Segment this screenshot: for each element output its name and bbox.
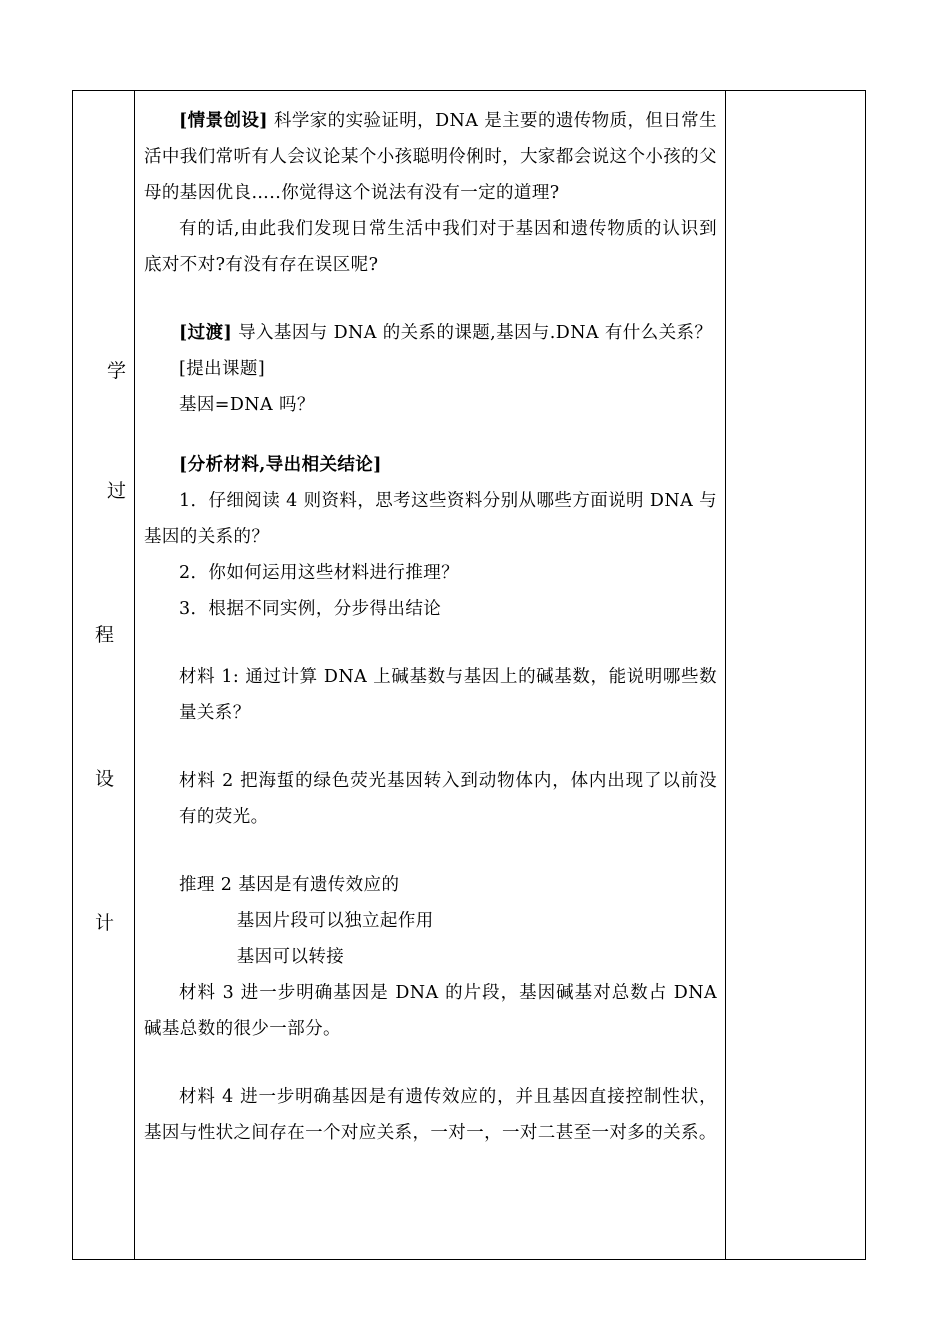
material-2: 材料 2 把海蜇的绿色荧光基因转入到动物体内，体内出现了以前没有的荧光。 xyxy=(179,771,717,827)
inference-2-point-b: 基因可以转接 xyxy=(236,947,345,967)
content-cell xyxy=(135,91,726,1260)
spacer xyxy=(144,1047,717,1079)
tag-transition: [过渡] xyxy=(179,323,233,343)
text-transition: 导入基因与 DNA 的关系的课题,基因与.DNA 有什么关系？ xyxy=(232,323,713,343)
paragraph-topic: 基因=DNA 吗？ xyxy=(179,395,315,415)
side-label-char-5: 计 xyxy=(95,912,115,934)
paragraph-question: 有的话,由此我们发现日常生活中我们对于基因和遗传物质的认识到底对不对?有没有存在误区呢? xyxy=(144,219,717,275)
inference-2-point-a: 基因片段可以独立起作用 xyxy=(236,911,434,931)
paragraph-scenario xyxy=(144,103,717,211)
question-1: 1．仔细阅读 4 则资料，思考这些资料分别从哪些方面说明 DNA 与基因的关系的？ xyxy=(144,491,717,547)
paragraph-topic-tag: [提出课题] xyxy=(179,359,266,379)
lesson-plan-table xyxy=(72,90,866,1260)
side-label-char-3: 程 xyxy=(95,624,115,646)
side-label-char-1: 学 xyxy=(107,360,127,382)
material-4: 材料 4 进一步明确基因是有遗传效应的，并且基因直接控制性状，基因与性状之间存在一个对应关系，一对一，一对二甚至一对多的关系。 xyxy=(144,1087,717,1143)
inference-2: 推理 2 基因是有遗传效应的 xyxy=(179,875,400,895)
side-label-char-2: 过 xyxy=(107,480,127,502)
spacer xyxy=(144,283,717,315)
material-1: 材料 1: 通过计算 DNA 上碱基数与基因上的碱基数，能说明哪些数量关系？ xyxy=(179,667,717,723)
side-label-char-4: 设 xyxy=(95,768,115,790)
spacer xyxy=(144,731,717,763)
text-scenario: 科学家的实验证明，DNA 是主要的遗传物质，但日常生活中我们常听有人会议论某个小孩聪明伶俐时，大家都会说这个小孩的父母的基因优良…..你觉得这个说法有没有一定的道理? xyxy=(144,111,717,203)
question-3: 3．根据不同实例，分步得出结论 xyxy=(179,599,442,619)
paragraph-transition xyxy=(144,315,717,351)
paragraph-analysis-heading: [分析材料,导出相关结论] xyxy=(179,455,382,475)
notes-cell xyxy=(726,91,866,1260)
material-3: 材料 3 进一步明确基因是 DNA 的片段，基因碱基对总数占 DNA 碱基总数的很少一部分。 xyxy=(144,983,717,1039)
side-label-cell xyxy=(73,91,135,1260)
tag-scenario: [情景创设] xyxy=(179,111,268,131)
question-2: 2．你如何运用这些材料进行推理？ xyxy=(179,563,460,583)
spacer xyxy=(144,423,717,447)
spacer xyxy=(144,627,717,659)
spacer xyxy=(144,835,717,867)
